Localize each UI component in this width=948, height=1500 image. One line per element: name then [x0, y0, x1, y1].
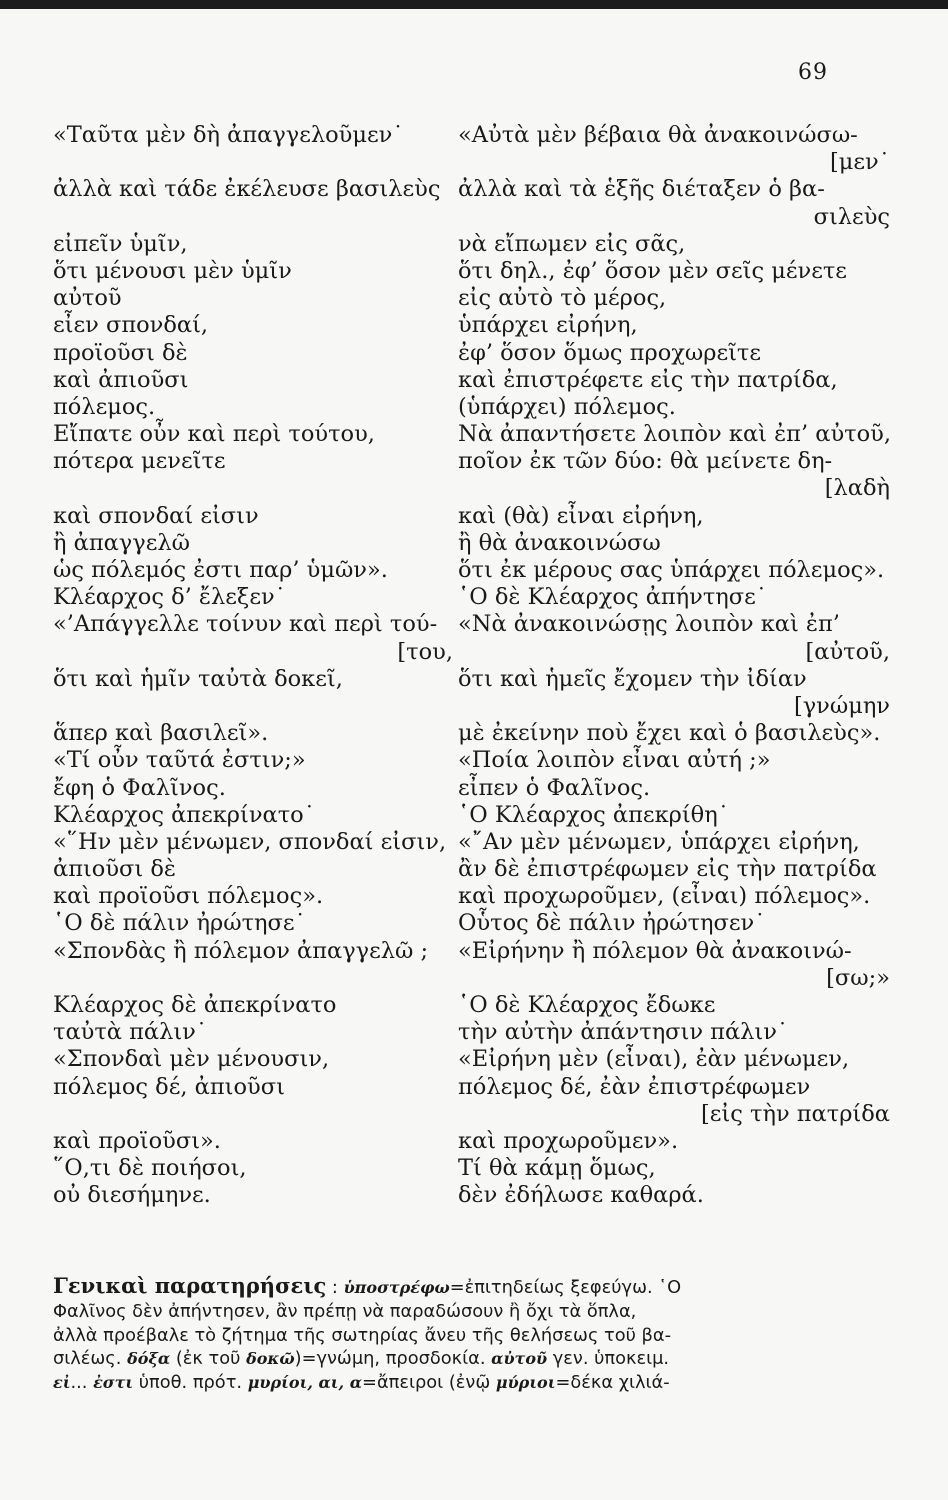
text-line: «’Απάγγελλε τοίνυν καὶ περὶ τού- [53, 611, 438, 638]
text-line: ῾Ο δὲ Κλέαρχος ἀπήντησε˙ [458, 584, 768, 611]
text-line: «῞Ην μὲν μένωμεν, σπονδαί εἰσιν, [53, 828, 447, 855]
text-line: νὰ εἴπωμεν εἰς σᾶς, [458, 230, 686, 257]
note-term: ἐστι [93, 1373, 134, 1393]
text-line [53, 149, 453, 176]
note-text: γεν. ὑποκειμ. [547, 1348, 670, 1370]
text-line: δὲν ἐδήλωσε καθαρά. [458, 1182, 704, 1209]
text-line: Τί θὰ κάμῃ ὅμως, [458, 1155, 656, 1182]
text-line: ὅτι δηλ., ἐφ’ ὅσον μὲν σεῖς μένετε [458, 257, 847, 284]
text-line: ὡς πόλεμός ἐστι παρ’ ὑμῶν». [53, 557, 388, 583]
text-line-continuation: [λαδὴ [824, 475, 890, 502]
note-term: εἰ [53, 1373, 71, 1393]
note-text: )=γνώμη, προσδοκία. [294, 1348, 492, 1370]
text-line: «Εἰρήνη μὲν (εἶναι), ἐὰν μένωμεν, [458, 1046, 850, 1073]
notes-line-1-rest [326, 1277, 681, 1298]
note-text: : [326, 1277, 344, 1298]
note-text: ... [70, 1372, 94, 1394]
text-line [53, 204, 453, 231]
text-line: ποῖον ἐκ τῶν δύο: θὰ μείνετε δη- [458, 448, 833, 475]
page-top-edge [0, 0, 948, 9]
text-line: εἰπεῖν ὑμῖν, [53, 230, 188, 257]
notes-line-3: ἀλλὰ προέβαλε τὸ ζήτημα τῆς σωτηρίας ἄνευ τῆς θελήσεως τοῦ βα- [53, 1324, 672, 1346]
text-line: ἀλλὰ καὶ τάδε ἐκέλευσε βασιλεὺς [53, 176, 441, 203]
text-line: πόλεμος δέ, ἐὰν ἐπιστρέφωμεν [458, 1073, 811, 1100]
text-line: καὶ προϊοῦσι πόλεμος». [53, 883, 324, 910]
text-line-continuation: [εἰς τὴν πατρίδα [701, 1100, 890, 1127]
text-line-continuation: [αὐτοῦ, [805, 638, 890, 665]
text-line: «Σπονδαὶ μὲν μένουσιν, [53, 1046, 330, 1073]
text-line: προϊοῦσι δὲ [53, 339, 188, 366]
note-term: α [349, 1373, 363, 1393]
text-line-continuation: [σω;» [826, 964, 890, 991]
text-line [53, 1101, 453, 1128]
text-line: «Νὰ ἀνακοινώσῃς λοιπὸν καὶ ἐπ’ [458, 611, 840, 638]
note-term: μυρίοι, αι, [247, 1373, 345, 1393]
notes-line-2: Φαλῖνος δὲν ἀπήντησεν, ἂν πρέπῃ νὰ παραδώσουν ἢ ὄχι τὰ ὅπλα, [53, 1300, 637, 1322]
text-line: καὶ (θὰ) εἶναι εἰρήνη, [458, 502, 704, 529]
note-term: αὐτοῦ [491, 1349, 548, 1369]
text-line: ἐφ’ ὅσον ὅμως προχωρεῖτε [458, 339, 762, 366]
text-line-continuation: σιλεὺς [813, 203, 890, 230]
text-line: «Εἰρήνην ἢ πόλεμον θὰ ἀνακοινώ- [458, 937, 852, 964]
text-line: Νὰ ἀπαντήσετε λοιπὸν καὶ ἐπ’ αὐτοῦ, [458, 421, 891, 448]
text-line: πόλεμος δέ, ἀπιοῦσι [53, 1073, 285, 1100]
text-line [53, 965, 453, 992]
note-term: μύριοι [495, 1373, 556, 1393]
text-line: καὶ προϊοῦσι». [53, 1127, 221, 1154]
text-line: «Σπονδὰς ἢ πόλεμον ἀπαγγελῶ ; [53, 937, 429, 964]
text-line: καὶ ἀπιοῦσι [53, 366, 189, 393]
text-line: οὐ διεσήμηνε. [53, 1182, 211, 1209]
text-line-continuation: [γνώμην [793, 692, 890, 719]
text-line: ῾Ο Κλέαρχος ἀπεκρίθη˙ [458, 801, 729, 828]
note-text: =δέκα χιλιά- [555, 1372, 670, 1394]
text-line: ὅτι μένουσι μὲν ὑμῖν [53, 257, 292, 284]
text-line: ἀπιοῦσι δὲ [53, 856, 176, 883]
text-line-continuation: [μεν˙ [830, 149, 890, 176]
text-line: «῎Αν μὲν μένωμεν, ὑπάρχει εἰρήνη, [458, 828, 860, 855]
text-line: εἶεν σπονδαί, [53, 312, 209, 339]
text-line: «Αὐτὰ μὲν βέβαια θὰ ἀνακοινώσω- [458, 122, 858, 148]
text-line: ῞Ο,τι δὲ ποιήσοι, [53, 1155, 247, 1182]
notes-line-1 [53, 1274, 895, 1300]
text-line: Οὗτος δὲ πάλιν ἠρώτησεν˙ [458, 910, 766, 937]
text-line: πότερα μενεῖτε [53, 448, 226, 475]
note-term: δοκῶ [246, 1349, 295, 1369]
text-line: ἂν δὲ ἐπιστρέφωμεν εἰς τὴν πατρίδα [458, 856, 877, 883]
note-text: σιλέως. [53, 1348, 128, 1370]
text-line: ὅτι καὶ ἡμῖν ταὐτὰ δοκεῖ, [53, 665, 343, 692]
text-line: ταὐτὰ πάλιν˙ [53, 1019, 208, 1046]
text-line: ὅτι ἐκ μέρους σας ὑπάρχει πόλεμος». [458, 557, 885, 583]
text-line: «Ταῦτα μὲν δὴ ἀπαγγελοῦμεν˙ [53, 122, 404, 148]
text-line: ἅπερ καὶ βασιλεῖ». [53, 720, 269, 747]
notes-heading: Γενικαὶ παρατηρήσεις [53, 1273, 327, 1298]
note-text: =ἄπειροι (ἐνῷ [362, 1372, 496, 1394]
text-line: ἢ θὰ ἀνακοινώσω [458, 529, 661, 556]
text-line: αὐτοῦ [53, 285, 122, 312]
text-line: εἰς αὐτὸ τὸ μέρος, [458, 285, 667, 312]
text-line: ἀλλὰ καὶ τὰ ἑξῆς διέταξεν ὁ βα- [458, 176, 825, 203]
text-line: Κλέαρχος δ’ ἔλεξεν˙ [53, 584, 286, 611]
note-text: (ἐκ τοῦ [170, 1348, 247, 1370]
text-line: καὶ ἐπιστρέφετε εἰς τὴν πατρίδα, [458, 366, 838, 393]
text-line-continuation: [του, [397, 638, 453, 665]
text-line: μὲ ἐκείνην ποὺ ἔχει καὶ ὁ βασιλεὺς». [458, 720, 881, 747]
text-line: Κλέαρχος δὲ ἀπεκρίνατο [53, 992, 337, 1018]
text-line [53, 475, 453, 502]
text-line: «Ποία λοιπὸν εἶναι αὐτή ;» [458, 747, 771, 774]
note-text: ὑποθ. πρότ. [133, 1372, 248, 1394]
text-line: ἢ ἀπαγγελῶ [53, 529, 190, 556]
text-line: «Τί οὖν ταῦτά ἐστιν;» [53, 747, 306, 774]
text-line: τὴν αὐτὴν ἀπάντησιν πάλιν˙ [458, 1019, 789, 1046]
notes-line-5 [53, 1371, 895, 1395]
text-line: (ὑπάρχει) πόλεμος. [458, 393, 676, 420]
text-line: καὶ προχωροῦμεν». [458, 1127, 679, 1154]
text-line [53, 693, 453, 720]
text-line: καὶ σπονδαί εἰσιν [53, 502, 259, 529]
note-text: =ἐπιτηδείως ξεφεύγω. ῾Ο [449, 1277, 682, 1298]
text-line: εἶπεν ὁ Φαλῖνος. [458, 774, 651, 801]
text-line: Εἴπατε οὖν καὶ περὶ τούτου, [53, 421, 375, 448]
notes-line-4 [53, 1347, 895, 1371]
text-line: ῾Ο δὲ πάλιν ἠρώτησε˙ [53, 910, 306, 937]
text-line: ἔφη ὁ Φαλῖνος. [53, 774, 226, 801]
note-term: δόξα [127, 1349, 171, 1369]
text-line: καὶ προχωροῦμεν, (εἶναι) πόλεμος». [458, 883, 871, 910]
modern-greek-column [458, 122, 890, 1210]
text-line: πόλεμος. [53, 393, 156, 420]
note-term: ὑποστρέφω [343, 1278, 450, 1297]
general-remarks [53, 1274, 895, 1395]
text-line: ὑπάρχει εἰρήνη, [458, 312, 638, 339]
ancient-greek-column [53, 122, 453, 1210]
text-line: ῾Ο δὲ Κλέαρχος ἔδωκε [458, 992, 716, 1018]
page-number: 69 [798, 60, 828, 85]
text-line: Κλέαρχος ἀπεκρίνατο˙ [53, 801, 315, 828]
text-line: ὅτι καὶ ἡμεῖς ἔχομεν τὴν ἰδίαν [458, 665, 807, 692]
